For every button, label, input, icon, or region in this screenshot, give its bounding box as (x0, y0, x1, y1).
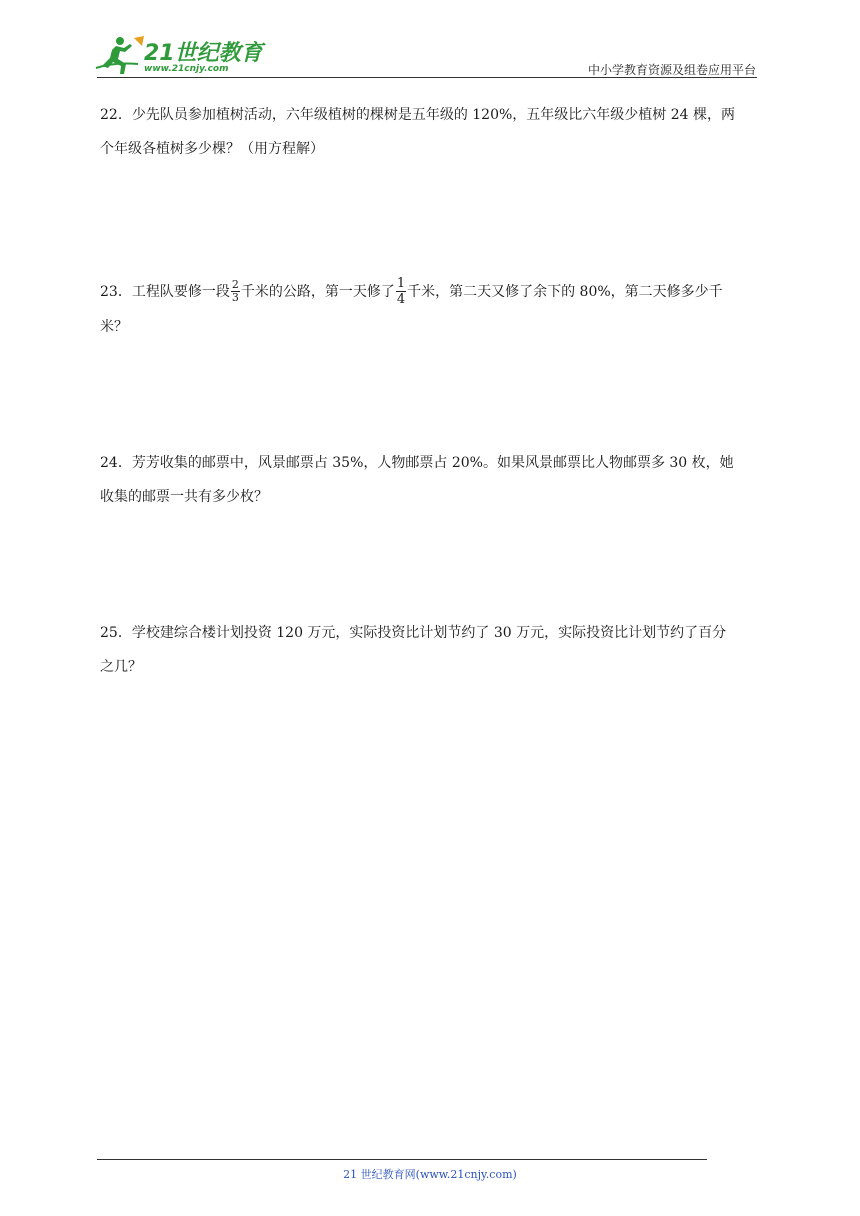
question-line: 24．芳芳收集的邮票中，风景邮票占 35%，人物邮票占 20%。如果风景邮票比人物邮票多 30 枚，她 (100, 455, 734, 471)
fraction-denominator: 3 (231, 290, 239, 304)
question-22 (100, 98, 760, 166)
question-line: 收集的邮票一共有多少枚？ (100, 489, 268, 505)
question-line: 之几？ (100, 659, 142, 675)
footer-link[interactable]: 21 世纪教育网(www.21cnjy.com) (343, 1168, 517, 1181)
footer-divider (97, 1159, 707, 1160)
header-divider (97, 77, 757, 78)
question-text: 23．工程队要修一段 (100, 284, 230, 300)
question-line: 22．少先队员参加植树活动，六年级植树的棵树是五年级的 120%，五年级比六年级少植树 24 棵，两 (100, 107, 736, 123)
question-25 (100, 616, 760, 684)
question-line: 25．学校建综合楼计划投资 120 万元，实际投资比计划节约了 30 万元，实际投资比计划节约了百分 (100, 625, 727, 641)
fraction-numerator: 2 (231, 277, 239, 291)
runner-logo-icon (94, 34, 146, 78)
question-23 (100, 272, 760, 344)
fraction-two-thirds (231, 279, 240, 304)
logo-url: www.21cnjy.com (144, 64, 229, 74)
logo-text: 21世纪教育 (144, 41, 263, 66)
question-text: 千米，第二天又修了余下的 80%，第二天修多少千 (407, 284, 723, 300)
question-text: 千米的公路，第一天修了 (240, 284, 395, 300)
fraction-denominator: 4 (396, 291, 406, 307)
site-logo[interactable] (94, 34, 264, 78)
question-line: 个年级各植树多少棵？（用方程解） (100, 141, 324, 157)
page-header (0, 0, 860, 80)
question-line: 米？ (100, 319, 128, 335)
fraction-numerator: 1 (396, 275, 406, 291)
question-24 (100, 446, 760, 514)
header-platform-text: 中小学教育资源及组卷应用平台 (587, 63, 756, 77)
fraction-one-quarter (396, 276, 406, 307)
question-line (100, 272, 760, 312)
